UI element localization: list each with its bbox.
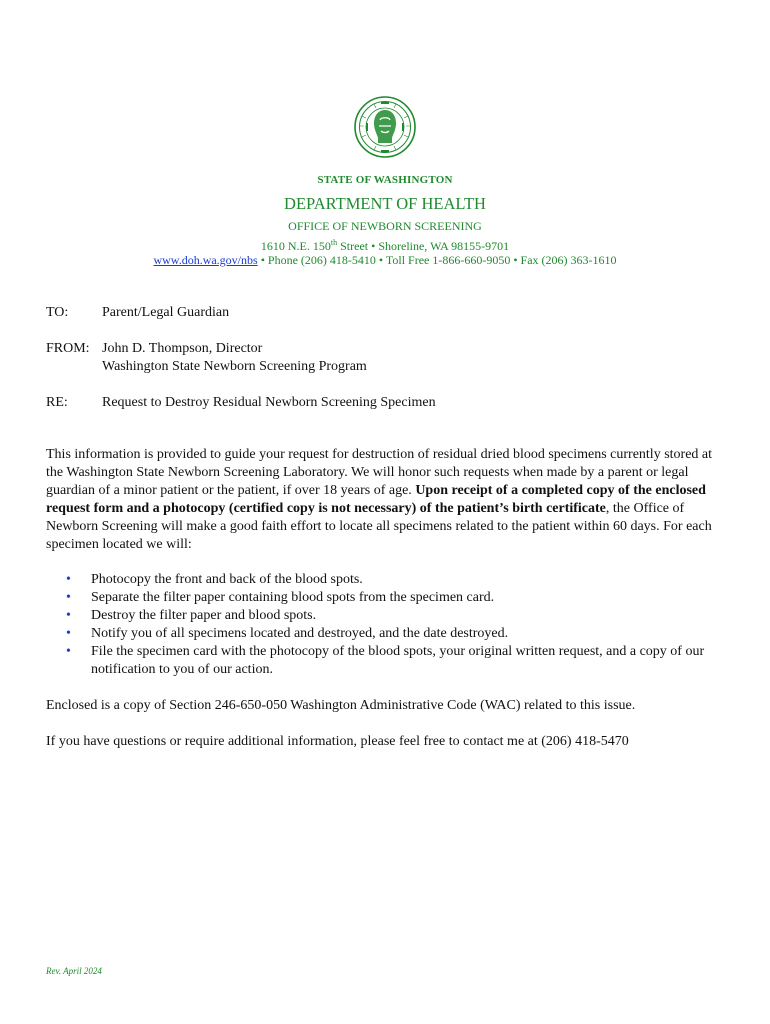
contact-numbers: • Phone (206) 418-5410 • Toll Free 1-866-660-9050 • Fax (206) 363-1610 — [257, 253, 617, 267]
intro-text: This information is provided to guide your request for destruction of residual dried blood specimens currently stored at the Washington State Newborn Screening Laboratory. We will honor such requests when made by a parent or legal guardian of a minor patient or the patient, if over 18 years of age. — [46, 447, 713, 498]
re-label: RE: — [46, 395, 68, 410]
address-line — [0, 238, 770, 254]
contact-line — [0, 253, 770, 268]
bullet-icon: • — [66, 626, 71, 641]
action-list — [46, 571, 726, 679]
washington-state-seal-icon — [354, 96, 416, 158]
re-value: Request to Destroy Residual Newborn Screening Specimen — [102, 395, 436, 410]
from-label: FROM: — [46, 341, 90, 356]
from-value-name: John D. Thompson, Director — [102, 341, 263, 356]
list-item-text: Separate the filter paper containing blood spots from the specimen card. — [91, 590, 495, 605]
wac-paragraph: Enclosed is a copy of Section 246-650-050 Washington Administrative Code (WAC) related to this issue. — [46, 698, 636, 713]
list-item — [46, 607, 726, 625]
list-item-text: Photocopy the front and back of the blood spots. — [91, 572, 363, 587]
address-city: Street • Shoreline, WA 98155-9701 — [337, 239, 510, 253]
bullet-icon: • — [66, 572, 71, 587]
bullet-icon: • — [66, 608, 71, 623]
state-name: STATE OF WASHINGTON — [317, 174, 453, 186]
intro-bold-text: Upon receipt of a completed copy of the enclosed request form and a photocopy (certified copy is not necessary) of the patient’s birth certificate — [46, 483, 706, 516]
address-ordinal: th — [330, 238, 338, 247]
office-name: OFFICE OF NEWBORN SCREENING — [288, 219, 482, 233]
list-item-text: Notify you of all specimens located and destroyed, and the date destroyed. — [91, 626, 509, 641]
list-item — [46, 625, 726, 643]
intro-text-end: , the Office of Newborn Screening will make a good faith effort to locate all specimens related to the patient within 60 days. For each specimen located we will: — [46, 501, 712, 552]
contact-paragraph: If you have questions or require additional information, please feel free to contact me at (206) 418-5470 — [46, 734, 629, 749]
address-street: 1610 N.E. 150 — [260, 239, 331, 253]
intro-paragraph — [46, 446, 718, 554]
from-value-program: Washington State Newborn Screening Program — [102, 359, 367, 374]
bullet-icon: • — [66, 590, 71, 605]
website-link[interactable]: www.doh.wa.gov/nbs — [153, 253, 258, 267]
to-label: TO: — [46, 305, 69, 320]
list-item-text: Destroy the filter paper and blood spots. — [91, 608, 317, 623]
list-item — [46, 589, 726, 607]
department-name: DEPARTMENT OF HEALTH — [284, 194, 486, 213]
revision-date: Rev. April 2024 — [46, 966, 102, 976]
to-value: Parent/Legal Guardian — [102, 305, 230, 320]
list-item — [46, 643, 726, 679]
bullet-icon: • — [66, 644, 71, 659]
list-item — [46, 571, 726, 589]
list-item-text: File the specimen card with the photocopy of the blood spots, your original written request, and a copy of our notification to you of our action. — [91, 644, 705, 677]
